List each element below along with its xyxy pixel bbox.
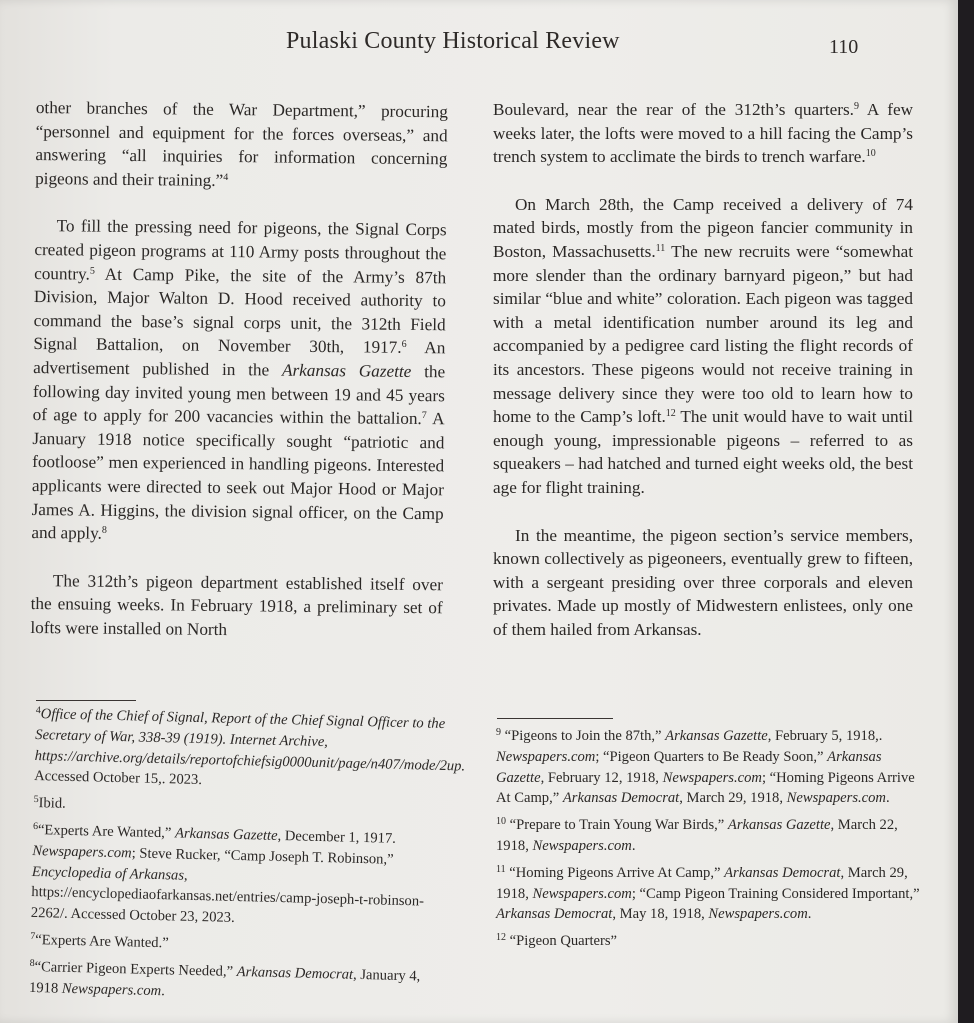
footnote-text: ; “Pigeon Quarters to Be Ready Soon,” [595, 748, 828, 765]
footnote-italic: Encyclopedia of Arkansas [31, 863, 185, 884]
paragraph: In the meantime, the pigeon section’s service members, known collectively as pigeoneers, eventually grew to fifteen, with a sergeant presiding over three corporals and eleven privates. Made up mostly of Midwestern enlistees, only one of them hailed from Arkansas. [493, 525, 913, 639]
footnote-italic: Newspapers.com [662, 769, 762, 786]
footnote-ref: 8 [101, 524, 107, 536]
footnote-text: “Experts Are Wanted.” [35, 932, 169, 952]
footnote-italic: Newspapers.com [61, 980, 162, 999]
footnote-ref: 11 [655, 242, 666, 254]
footnote [33, 793, 453, 824]
paragraph [35, 96, 448, 195]
footnote-italic: Arkansas Gazette [174, 825, 278, 844]
running-header-title: Pulaski County Historical Review [286, 28, 620, 54]
paragraph: The 312th’s pigeon department established itself over the ensuing weeks. In February 1918, a preliminary set of lofts were installed on North [30, 570, 444, 639]
paragraph [493, 193, 913, 500]
footnote-ref: 12 [665, 408, 676, 420]
footnote [496, 726, 926, 809]
footnote-number: 7 [30, 930, 36, 943]
footnote-text: , March 29, 1918, [496, 864, 908, 902]
footnote-text: , https://encyclopediaofarkansas.net/entries/camp-joseph-t-robinson-2262/. Accessed October 23, 2023. [30, 867, 425, 927]
footnote-italic: Newspapers.com [708, 906, 808, 923]
left-column [30, 96, 448, 644]
right-column [493, 98, 913, 641]
footnote-number: 11 [496, 863, 506, 875]
footnote-text: Accessed October 15,. 2023. [34, 768, 203, 789]
footnote-number: 9 [496, 727, 501, 738]
footnote-italic: Arkansas Gazette [496, 748, 882, 786]
footnote-number: 8 [29, 957, 35, 969]
text-run: A few weeks later, the lofts were moved to a hill facing the Camp’s trench system to acclimate the birds to trench warfare. [493, 100, 914, 167]
footnote-italic: Newspapers.com [532, 837, 632, 854]
footnote-text: , February 12, 1918, [540, 769, 663, 786]
footnote-italic: Newspapers.com [532, 885, 632, 902]
footnote-ref: 9 [853, 101, 859, 112]
footnote [34, 704, 466, 797]
footnote-italic: Office of the Chief of Signal, Report of the Chief Signal Officer to the Secretary of War, 338-39 (1919). Internet Archive, https://archive.org/details/reportofchiefsig0000unit/page/n407/mode/2up. [34, 706, 466, 775]
text-run: To fill the pressing need for pigeons, the Signal Corps created pigeon programs at 110 Army posts throughout the country. [34, 216, 447, 284]
footnote-text: . [631, 837, 636, 854]
footnote-divider [497, 718, 613, 719]
footnote-text: “Pigeon Quarters” [506, 933, 618, 950]
italic-title: Arkansas Gazette [281, 360, 412, 381]
footnote-text: Ibid. [38, 795, 66, 812]
paragraph [31, 214, 446, 549]
text-run: A January 1918 notice specifically sought “patriotic and footloose” men experienced in handling pigeons. Interested applicants were directed to seek out Major Hood or Major James A. Higgins, the division signal officer, on the Camp and apply. [31, 409, 445, 543]
footnote-ref: 5 [89, 265, 95, 277]
footnote [496, 931, 926, 952]
footnote-italic: Newspapers.com [496, 748, 596, 765]
footnote-text: , January 4, 1918 [28, 966, 421, 997]
footnote-text: . [807, 906, 812, 923]
footnotes-right [496, 726, 926, 958]
footnote [31, 820, 453, 934]
page-number: 110 [829, 36, 859, 58]
footnote [30, 930, 450, 961]
footnote-text: , March 22, 1918, [496, 817, 898, 854]
text-run: The unit would have to wait until enough young, impressionable pigeons – referred to as squeakers – had hatched and turned eight weeks old, the best age for flight training. [493, 407, 913, 497]
footnote-text: “Experts Are Wanted,” [37, 822, 176, 842]
footnote-text: , February 5, 1918,. [767, 728, 883, 744]
footnote-text: “Pigeons to Join the 87th,” [501, 728, 666, 744]
footnote-number: 6 [32, 820, 39, 833]
footnote-text: ; “Camp Pigeon Training Considered Important,” [631, 885, 920, 902]
footnote-italic: Arkansas Democrat [724, 864, 841, 881]
footnote-text: “Homing Pigeons Arrive At Camp,” [505, 864, 725, 881]
text-run: An advertisement published in the [33, 338, 446, 380]
footnote-ref: 10 [865, 148, 876, 160]
footnote-text: . [161, 982, 166, 999]
text-run: the following day invited young men between 19 and 45 years of age to apply for 200 vacancies within the battalion. [32, 361, 446, 429]
footnote-text: . [885, 790, 890, 807]
footnote-text: ; “Homing Pigeons Arrive At Camp,” [496, 769, 915, 807]
text-run: At Camp Pike, the site of the Army’s 87th Division, Major Walton D. Hood received authority to command the base’s signal corps unit, the 312th Field Signal Battalion, on November 30th, 1917. [33, 264, 447, 358]
footnote-italic: Arkansas Democrat [496, 906, 613, 923]
footnote-number: 12 [496, 932, 506, 944]
footnote-italic: Arkansas Democrat [562, 790, 680, 807]
footnotes-left [28, 704, 466, 1015]
paragraph [493, 98, 913, 169]
footnote-text: , March 29, 1918, [679, 790, 787, 807]
footnote-italic: Newspapers.com [786, 790, 886, 807]
footnote [496, 815, 926, 857]
text-run: On March 28th, the Camp received a delivery of 74 mated birds, mostly from the pigeon fancier community in Boston, Massachusetts. [493, 194, 913, 261]
footnote-text: ; Steve Rucker, “Camp Joseph T. Robinson,” [131, 845, 394, 868]
footnote-text: , December 1, 1917. [277, 827, 397, 847]
footnote-italic: Arkansas Gazette [665, 728, 768, 744]
footnote-ref: 6 [401, 339, 407, 351]
footnote-number: 5 [33, 794, 39, 806]
footnote-italic: Arkansas Gazette [727, 817, 831, 834]
footnote [29, 957, 450, 1009]
text-run: The new recruits were “somewhat more slender than the ordinary barnyard pigeon,” but had similar “blue and white” coloration. Each pigeon was tagged with a metal identification number around its leg and accompanied by a pedigree card listing the flight records of its ancestors. These pigeons would not receive training in message delivery since they were too old to learn how to home to the Camp’s loft. [493, 241, 913, 427]
footnote-italic: Newspapers.com [32, 842, 132, 862]
footnote-number: 4 [35, 704, 41, 717]
text-run: other branches of the War Department,” procuring “personnel and equipment for the forces overseas,” and answering “all inquiries for information concerning pigeons and their training.” [35, 97, 448, 190]
footnote-number: 10 [496, 816, 506, 828]
footnote-text: “Carrier Pigeon Experts Needed,” [34, 958, 237, 980]
footnote-ref: 4 [223, 171, 229, 183]
footnote-italic: Arkansas Democrat [236, 963, 354, 983]
footnote-text: , May 18, 1918, [612, 906, 709, 923]
footnote-ref: 7 [421, 410, 427, 422]
footnote-divider [36, 700, 136, 701]
text-run: Boulevard, near the rear of the 312th’s quarters. [493, 100, 854, 119]
footnote [496, 863, 926, 925]
footnote-text: “Prepare to Train Young War Birds,” [506, 817, 728, 834]
